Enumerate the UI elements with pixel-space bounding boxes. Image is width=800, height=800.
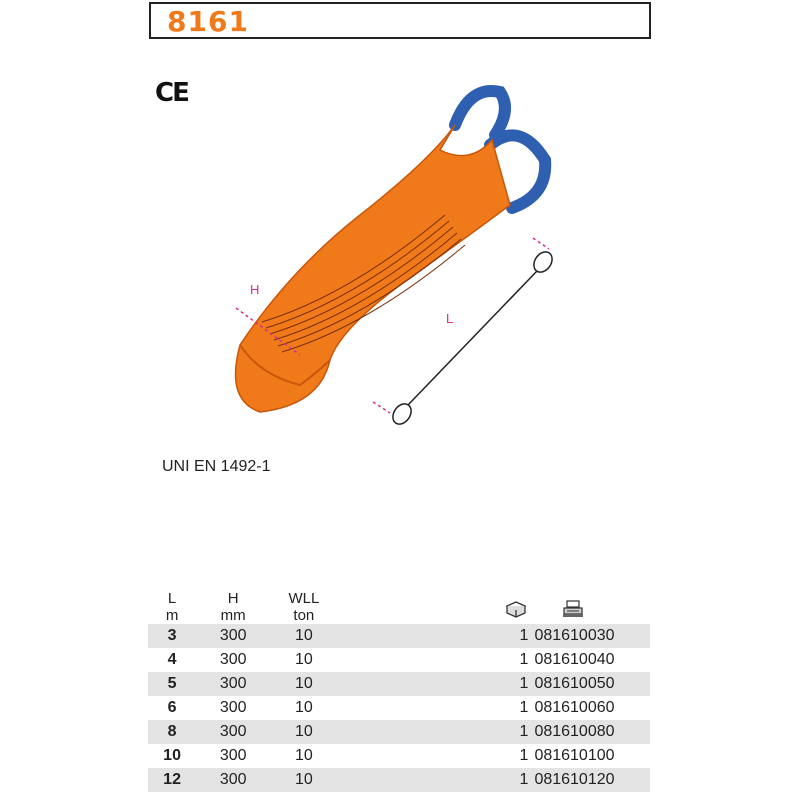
cell-h: 300 [196,768,270,792]
col-header-wll [270,590,337,624]
col-header-wll-label: WLL [288,590,320,607]
cell-qty: 1 [480,768,535,792]
schematic-length-line [408,271,537,405]
cell-code: 081610040 [534,648,650,672]
dimension-l-tick-top [533,238,549,249]
cell-qty: 1 [480,744,535,768]
schematic-loop-bottom [389,400,415,427]
table-row [148,648,650,672]
table-row [148,696,650,720]
ce-mark-logo: CE [155,78,188,108]
cell-l: 6 [148,696,196,720]
sling-illustration [225,80,565,440]
cell-h: 300 [196,696,270,720]
cash-register-icon [562,600,584,618]
cell-wll: 10 [270,768,337,792]
col-header-wll-unit: ton [293,607,315,624]
cell-l: 5 [148,672,196,696]
cell-l: 4 [148,648,196,672]
cell-wll: 10 [270,648,337,672]
cell-qty: 1 [480,624,535,648]
product-header [149,2,651,39]
cell-code: 081610080 [534,720,650,744]
col-header-code [534,590,650,624]
cell-wll: 10 [270,744,337,768]
table-row [148,624,650,648]
product-code: 8161 [167,5,249,38]
cell-qty: 1 [480,648,535,672]
cell-l: 3 [148,624,196,648]
cell-code: 081610120 [534,768,650,792]
cell-h: 300 [196,720,270,744]
cell-wll: 10 [270,720,337,744]
col-header-qty [480,590,535,624]
col-header-l-unit: m [165,607,179,624]
cell-code: 081610060 [534,696,650,720]
cell-l: 10 [148,744,196,768]
cell-wll: 10 [270,624,337,648]
cell-l: 8 [148,720,196,744]
cell-qty: 1 [480,672,535,696]
cell-h: 300 [196,744,270,768]
cell-code: 081610050 [534,672,650,696]
spec-table [148,590,650,792]
table-row [148,744,650,768]
dimension-h-label: H [250,282,260,297]
cell-qty: 1 [480,696,535,720]
table-header-row [148,590,650,624]
cell-h: 300 [196,624,270,648]
top-loop-blue-1 [455,91,505,135]
col-header-h-unit: mm [220,607,246,624]
cell-code: 081610030 [534,624,650,648]
col-header-h-label: H [227,590,239,607]
package-icon [504,600,528,618]
dimension-l-label: L [446,311,454,326]
col-header-h [196,590,270,624]
cell-h: 300 [196,672,270,696]
cell-wll: 10 [270,672,337,696]
cell-wll: 10 [270,696,337,720]
cell-qty: 1 [480,720,535,744]
table-row [148,720,650,744]
col-header-l [148,590,196,624]
cell-code: 081610100 [534,744,650,768]
table-row [148,768,650,792]
col-header-l-label: L [167,590,177,607]
schematic-loop-top [530,248,556,275]
dimension-l-tick-bottom [373,402,390,413]
cell-h: 300 [196,648,270,672]
standard-reference: UNI EN 1492-1 [162,458,271,475]
cell-l: 12 [148,768,196,792]
table-row [148,672,650,696]
